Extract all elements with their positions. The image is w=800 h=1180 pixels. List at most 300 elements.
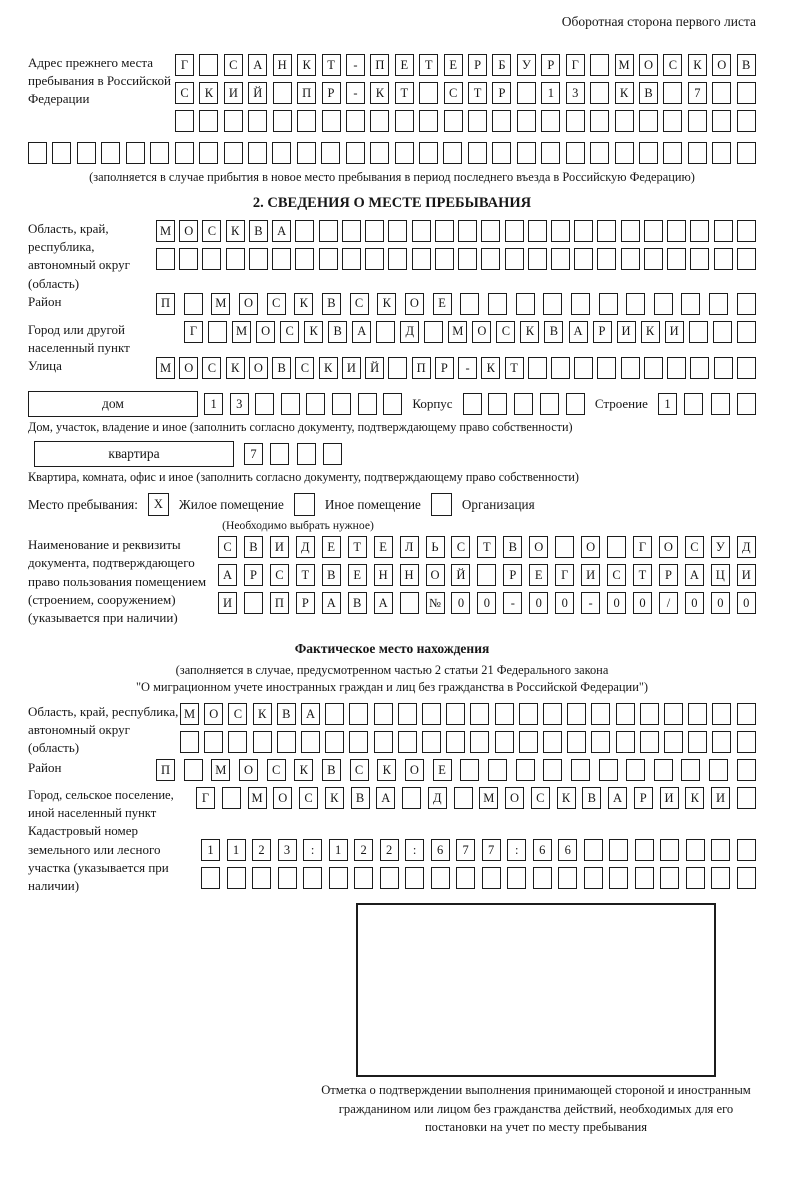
fact-district-block [28, 759, 756, 787]
char-box: К [688, 54, 707, 76]
char-box: В [322, 564, 341, 586]
char-box [681, 293, 700, 315]
apartment-note: Квартира, комната, офис и иное (заполнить согласно документу, подтверждающему право собственности) [28, 470, 579, 485]
stay-type-line [28, 493, 756, 516]
char-box [419, 110, 438, 132]
char-box: - [581, 592, 600, 614]
char-box: А [376, 787, 395, 809]
char-box: С [496, 321, 515, 343]
char-box: В [639, 82, 658, 104]
char-box [660, 839, 679, 861]
char-box: 0 [451, 592, 470, 614]
char-box [184, 293, 203, 315]
char-box: О [712, 54, 731, 76]
char-box [342, 248, 361, 270]
actual-location-title: Фактическое место нахождения [294, 641, 490, 657]
actual-location-note-2: "О миграционном учете иностранных граждан и лиц без гражданства в Российской Федерации") [135, 680, 649, 695]
char-box [737, 142, 756, 164]
char-box [249, 248, 268, 270]
document-boxes-3 [218, 592, 756, 614]
char-box [574, 357, 593, 379]
fact-region-label: Область, край, республика, автономный округ (область) [28, 704, 179, 756]
char-box [551, 248, 570, 270]
char-box: В [244, 536, 263, 558]
char-box: И [342, 357, 361, 379]
document-block [28, 536, 756, 627]
street-block [28, 357, 756, 385]
char-box [541, 110, 560, 132]
char-box: О [239, 759, 258, 781]
char-box [664, 703, 683, 725]
city-boxes [184, 321, 756, 343]
char-box: Р [322, 82, 341, 104]
char-box: О [204, 703, 223, 725]
char-box [644, 248, 663, 270]
char-box [201, 867, 220, 889]
char-box [574, 220, 593, 242]
char-box [277, 731, 296, 753]
char-box [597, 248, 616, 270]
char-box: Т [419, 54, 438, 76]
char-box [690, 248, 709, 270]
char-box [278, 867, 297, 889]
char-box: Р [296, 592, 315, 614]
char-box: Г [184, 321, 203, 343]
char-box [424, 321, 443, 343]
char-box [599, 293, 618, 315]
char-box [253, 731, 272, 753]
char-box [398, 703, 417, 725]
district-label: Район [28, 293, 62, 309]
char-box [388, 220, 407, 242]
char-box: Г [633, 536, 652, 558]
char-box: Н [374, 564, 393, 586]
char-box: К [641, 321, 660, 343]
char-box: О [405, 293, 424, 315]
char-box: - [346, 82, 365, 104]
char-box: 0 [711, 592, 730, 614]
char-box: А [301, 703, 320, 725]
char-box [654, 293, 673, 315]
char-box [590, 110, 609, 132]
char-box [528, 220, 547, 242]
char-box: - [458, 357, 477, 379]
char-box [514, 393, 533, 415]
char-box [297, 443, 316, 465]
char-box [175, 110, 194, 132]
fact-region-boxes-1 [180, 703, 756, 725]
char-box: 0 [737, 592, 756, 614]
char-box: 7 [244, 443, 263, 465]
char-box [713, 321, 732, 343]
char-box: 1 [204, 393, 223, 415]
char-box [712, 731, 731, 753]
char-box: С [531, 787, 550, 809]
char-box [431, 867, 450, 889]
apartment-line [34, 441, 354, 467]
char-box [615, 142, 634, 164]
char-box: 1 [329, 839, 348, 861]
char-box [519, 703, 538, 725]
char-box: И [218, 592, 237, 614]
char-box [558, 867, 577, 889]
char-box [224, 142, 243, 164]
char-box: М [156, 357, 175, 379]
char-box [712, 142, 731, 164]
char-box [208, 321, 227, 343]
confirmation-area [316, 903, 756, 1136]
char-box: / [659, 592, 678, 614]
char-box [325, 703, 344, 725]
char-box: С [202, 357, 221, 379]
char-box [711, 839, 730, 861]
char-box [270, 443, 289, 465]
char-box: Ь [426, 536, 445, 558]
char-box [224, 110, 243, 132]
char-box [419, 82, 438, 104]
char-box: А [352, 321, 371, 343]
char-box: В [503, 536, 522, 558]
char-box [481, 248, 500, 270]
char-box [226, 248, 245, 270]
char-box: Е [348, 564, 367, 586]
apartment-type-box: квартира [34, 441, 234, 467]
char-box [712, 703, 731, 725]
char-box [543, 703, 562, 725]
char-box: И [660, 787, 679, 809]
char-box [248, 142, 267, 164]
char-box [297, 142, 316, 164]
char-box [567, 731, 586, 753]
char-box [712, 110, 731, 132]
checkbox-residential[interactable]: X [148, 493, 169, 516]
char-box [712, 82, 731, 104]
char-box [654, 759, 673, 781]
char-box: К [370, 82, 389, 104]
char-box: С [270, 564, 289, 586]
korpus-label: Корпус [412, 396, 453, 412]
char-box [688, 703, 707, 725]
char-box: С [202, 220, 221, 242]
char-box [688, 142, 707, 164]
char-box: В [348, 592, 367, 614]
char-box [660, 867, 679, 889]
char-box [737, 321, 756, 343]
char-box: Р [244, 564, 263, 586]
char-box: 3 [278, 839, 297, 861]
char-box: А [322, 592, 341, 614]
char-box: 0 [607, 592, 626, 614]
char-box: К [325, 787, 344, 809]
char-box [184, 759, 203, 781]
char-box: П [412, 357, 431, 379]
house-note: Дом, участок, владение и иное (заполнить согласно документу, подтверждающему право собственности) [28, 420, 573, 435]
char-box [640, 703, 659, 725]
char-box: Т [505, 357, 524, 379]
char-box [597, 220, 616, 242]
char-box [435, 248, 454, 270]
char-box: И [270, 536, 289, 558]
char-box [709, 293, 728, 315]
char-box [590, 142, 609, 164]
char-box: С [267, 293, 286, 315]
char-box [599, 759, 618, 781]
confirmation-caption: Отметка о подтверждении выполнения принимающей стороной и иностранным гражданином или лицом без гражданства действий, необходимых для его постановки на учет по месту пребывания [321, 1083, 751, 1134]
char-box [468, 110, 487, 132]
char-box [663, 142, 682, 164]
char-box [395, 142, 414, 164]
char-box: И [617, 321, 636, 343]
char-box: В [249, 220, 268, 242]
char-box: С [663, 54, 682, 76]
char-box [301, 731, 320, 753]
char-box [541, 142, 560, 164]
char-box [477, 564, 496, 586]
char-box [609, 867, 628, 889]
char-box [737, 82, 756, 104]
char-box [365, 220, 384, 242]
char-box: С [299, 787, 318, 809]
char-box [566, 142, 585, 164]
char-box: Д [428, 787, 447, 809]
region-block [28, 220, 756, 293]
char-box: О [581, 536, 600, 558]
stay-type-note: (Необходимо выбрать нужное) [222, 519, 374, 533]
char-box: А [608, 787, 627, 809]
char-box: Р [659, 564, 678, 586]
checkbox-other-premises[interactable] [294, 493, 315, 516]
char-box [488, 393, 507, 415]
char-box [323, 443, 342, 465]
char-box [481, 220, 500, 242]
city-label: Город или другой населенный пункт [28, 321, 130, 355]
char-box: О [256, 321, 275, 343]
char-box: - [346, 54, 365, 76]
confirmation-stamp-box [356, 903, 716, 1077]
char-box: С [444, 82, 463, 104]
char-box [443, 142, 462, 164]
char-box [543, 759, 562, 781]
char-box: Т [296, 564, 315, 586]
char-box: Ц [711, 564, 730, 586]
stay-type-label: Место пребывания: [28, 496, 138, 512]
char-box [584, 839, 603, 861]
char-box [517, 142, 536, 164]
char-box [737, 703, 756, 725]
apartment-number-boxes [244, 443, 342, 465]
fact-region-block [28, 703, 756, 759]
char-box [688, 110, 707, 132]
char-box: О [426, 564, 445, 586]
char-box [644, 357, 663, 379]
region-boxes-2 [156, 248, 756, 270]
region-boxes-1 [156, 220, 756, 242]
house-type-box: дом [28, 391, 198, 417]
char-box [714, 248, 733, 270]
korpus-boxes [463, 393, 585, 415]
char-box [495, 731, 514, 753]
char-box: О [659, 536, 678, 558]
char-box [492, 110, 511, 132]
char-box [644, 220, 663, 242]
char-box [737, 248, 756, 270]
section2-title: 2. СВЕДЕНИЯ О МЕСТЕ ПРЕБЫВАНИЯ [252, 195, 532, 211]
char-box [454, 787, 473, 809]
char-box: К [615, 82, 634, 104]
char-box: М [211, 293, 230, 315]
char-box [584, 867, 603, 889]
cadastral-label: Кадастровый номер земельного или лесного участка (указывается при наличии) [28, 823, 169, 893]
char-box [77, 142, 96, 164]
char-box [470, 731, 489, 753]
char-box: И [665, 321, 684, 343]
char-box [295, 248, 314, 270]
char-box [204, 731, 223, 753]
char-box: С [685, 536, 704, 558]
char-box: В [322, 293, 341, 315]
char-box: Д [400, 321, 419, 343]
district-boxes [156, 293, 756, 315]
fact-city-label: Город, сельское поселение, иной населенный пункт [28, 788, 174, 820]
char-box [52, 142, 71, 164]
char-box [244, 592, 263, 614]
page-side-note: Оборотная сторона первого листа [561, 14, 756, 29]
stay-type-option-other: Иное помещение [324, 496, 421, 512]
char-box: 1 [541, 82, 560, 104]
char-box: Н [400, 564, 419, 586]
char-box [346, 142, 365, 164]
char-box [322, 110, 341, 132]
char-box: 1 [227, 839, 246, 861]
fact-region-boxes-2 [180, 731, 756, 753]
char-box: № [426, 592, 445, 614]
char-box [332, 393, 351, 415]
char-box: В [351, 787, 370, 809]
char-box [528, 357, 547, 379]
char-box [374, 731, 393, 753]
char-box [640, 731, 659, 753]
char-box: Е [374, 536, 393, 558]
house-number-boxes [204, 393, 402, 415]
char-box [492, 142, 511, 164]
char-box [370, 142, 389, 164]
street-label: Улица [28, 358, 62, 374]
char-box [690, 357, 709, 379]
char-box: Г [566, 54, 585, 76]
char-box: 6 [533, 839, 552, 861]
char-box [458, 248, 477, 270]
char-box: К [199, 82, 218, 104]
document-boxes-1 [218, 536, 756, 558]
char-box: О [179, 357, 198, 379]
char-box [626, 759, 645, 781]
char-box: Т [468, 82, 487, 104]
char-box [349, 703, 368, 725]
char-box [621, 248, 640, 270]
char-box [567, 703, 586, 725]
char-box [505, 248, 524, 270]
char-box [419, 142, 438, 164]
char-box: К [557, 787, 576, 809]
char-box: А [272, 220, 291, 242]
char-box [566, 110, 585, 132]
char-box: 1 [658, 393, 677, 415]
char-box: М [448, 321, 467, 343]
char-box [319, 220, 338, 242]
char-box [222, 787, 241, 809]
char-box [319, 248, 338, 270]
char-box [150, 142, 169, 164]
char-box [273, 82, 292, 104]
char-box [306, 393, 325, 415]
char-box: 6 [558, 839, 577, 861]
char-box: М [615, 54, 634, 76]
prev-address-boxes-3 [175, 110, 756, 132]
char-box: П [156, 293, 175, 315]
char-box [463, 393, 482, 415]
char-box [281, 393, 300, 415]
char-box [737, 293, 756, 315]
char-box [273, 110, 292, 132]
char-box [737, 839, 756, 861]
char-box: М [180, 703, 199, 725]
char-box: - [503, 592, 522, 614]
char-box [690, 220, 709, 242]
checkbox-organization[interactable] [431, 493, 452, 516]
char-box [505, 220, 524, 242]
char-box: 2 [252, 839, 271, 861]
char-box [400, 592, 419, 614]
char-box: Р [435, 357, 454, 379]
char-box [571, 293, 590, 315]
char-box [667, 220, 686, 242]
char-box [543, 731, 562, 753]
char-box [516, 759, 535, 781]
prev-address-boxes-4 [28, 142, 756, 164]
prev-address-boxes-1 [175, 54, 756, 76]
document-boxes-2 [218, 564, 756, 586]
char-box: П [270, 592, 289, 614]
char-box [689, 321, 708, 343]
char-box [435, 220, 454, 242]
char-box [609, 839, 628, 861]
char-box: 0 [633, 592, 652, 614]
char-box [737, 787, 756, 809]
char-box [626, 293, 645, 315]
char-box: 7 [688, 82, 707, 104]
char-box [383, 393, 402, 415]
char-box: Т [633, 564, 652, 586]
char-box: С [218, 536, 237, 558]
char-box [590, 82, 609, 104]
city-block [28, 321, 756, 357]
char-box: И [581, 564, 600, 586]
cadastral-block [28, 822, 756, 895]
char-box [635, 839, 654, 861]
char-box: : [303, 839, 322, 861]
char-box: Г [555, 564, 574, 586]
char-box: В [272, 357, 291, 379]
char-box [199, 54, 218, 76]
char-box: Г [175, 54, 194, 76]
char-box [297, 110, 316, 132]
char-box [101, 142, 120, 164]
char-box [374, 703, 393, 725]
char-box: : [507, 839, 526, 861]
char-box [346, 110, 365, 132]
char-box [422, 731, 441, 753]
char-box: К [294, 759, 313, 781]
